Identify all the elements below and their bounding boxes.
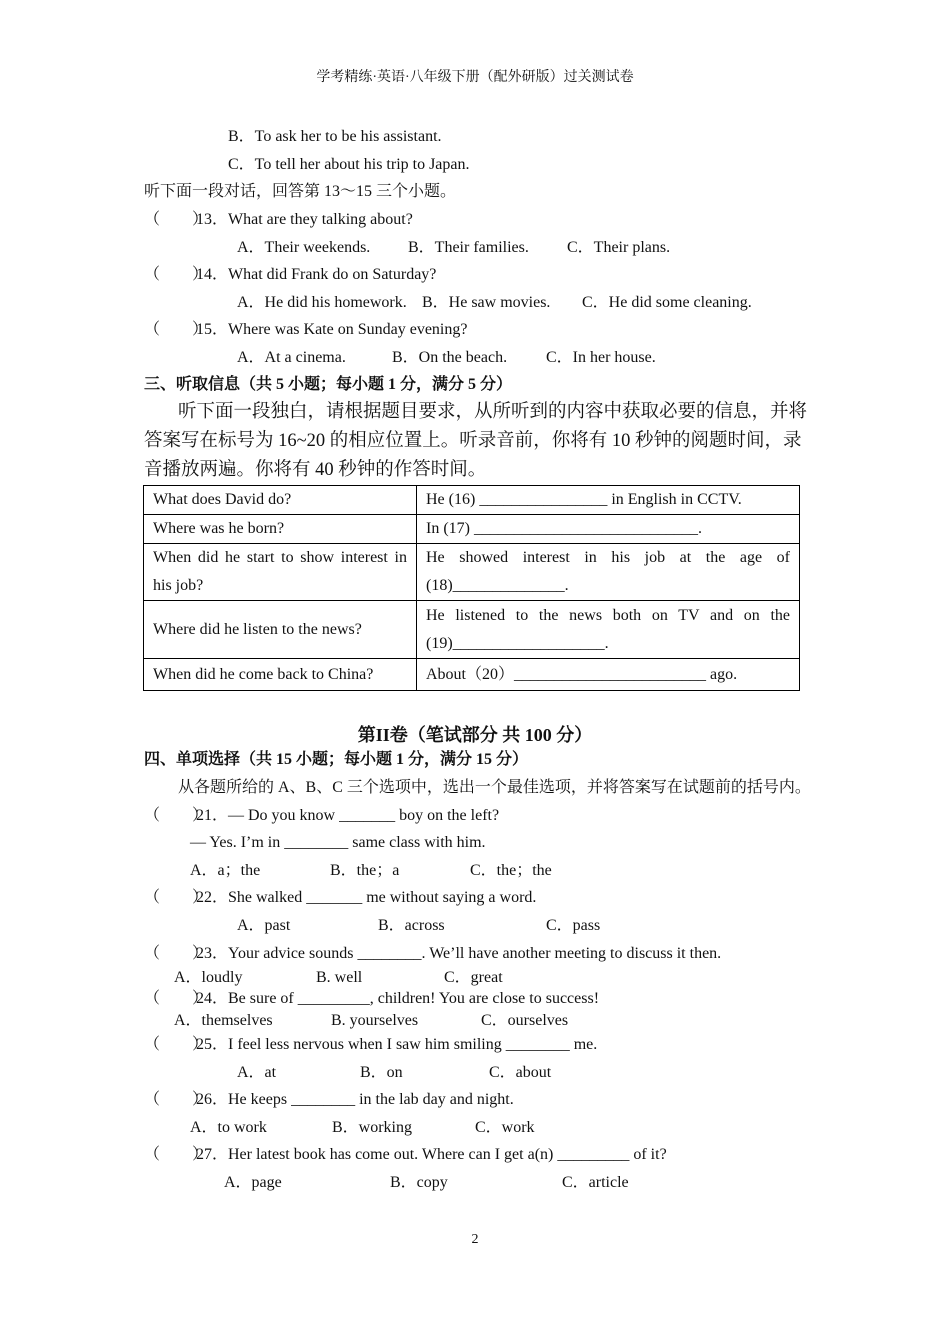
q12-option-b: B．To ask her to be his assistant. (228, 128, 442, 145)
q14-option-c: C．He did some cleaning. (582, 294, 752, 311)
table-question-cell: When did he come back to China? (144, 659, 417, 691)
q13-option-a: A．Their weekends. (237, 239, 371, 256)
question-24 (144, 989, 599, 1009)
section-3-paragraph-line-3: 音播放两遍。你将有 40 秒钟的作答时间。 (144, 460, 487, 480)
question-22 (144, 888, 536, 908)
question-15 (144, 320, 467, 340)
page-number: 2 (471, 1232, 479, 1247)
q12-option-c: C．To tell her about his trip to Japan. (228, 156, 470, 173)
q13-option-c: C．Their plans. (567, 239, 671, 256)
q26-option-c: C．work (475, 1119, 535, 1136)
instruction-13-15: 听下面一段对话，回答第 13～15 三个小题。 (144, 183, 457, 200)
listening-info-table (143, 485, 800, 691)
question-text: 22．She walked _______ me without saying a word. (196, 889, 537, 906)
cell-line: When did he start to show interest in (153, 549, 407, 566)
q15-option-a: A．At a cinema. (237, 349, 346, 366)
q22-option-c: C．pass (546, 917, 601, 934)
q27-option-a: A．page (224, 1174, 282, 1191)
q21-reply: — Yes. I’m in ________ same class with him. (190, 834, 486, 851)
table-answer-cell[interactable] (417, 544, 800, 601)
q23-option-a: A．loudly (174, 969, 243, 986)
q24-option-c: C．ourselves (481, 1012, 569, 1029)
section-4-instruction: 从各题所给的 A、B、C 三个选项中，选出一个最佳选项，并将答案写在试题前的括号内。 (178, 779, 811, 796)
q27-option-c: C．article (562, 1174, 629, 1191)
question-21 (144, 806, 499, 826)
answer-paren[interactable]: （ ） (144, 945, 209, 962)
table-answer-cell[interactable]: About（20）________________________ ago. (417, 659, 800, 691)
q27-option-b: B．copy (390, 1174, 448, 1191)
question-text: 15．Where was Kate on Sunday evening? (196, 321, 468, 338)
cell-line: (18)______________. (426, 577, 569, 594)
q25-option-b: B．on (360, 1064, 403, 1081)
table-question-cell: What does David do? (144, 486, 417, 515)
question-text: 13．What are they talking about? (196, 211, 413, 228)
question-14 (144, 265, 436, 285)
q24-option-a: A．themselves (174, 1012, 273, 1029)
table-question-cell: Where was he born? (144, 515, 417, 544)
answer-paren[interactable]: （ ） (144, 266, 209, 283)
answer-paren[interactable]: （ ） (144, 889, 209, 906)
q22-option-b: B．across (378, 917, 445, 934)
answer-paren[interactable]: （ ） (144, 1036, 209, 1053)
answer-paren[interactable]: （ ） (144, 1091, 209, 1108)
q21-option-a: A．a；the (190, 862, 261, 879)
q26-option-a: A．to work (190, 1119, 267, 1136)
section-3-paragraph-line-1: 听下面一段独白，请根据题目要求，从所听到的内容中获取必要的信息，并将 (178, 402, 808, 422)
answer-paren[interactable]: （ ） (144, 211, 209, 228)
table-question-cell: Where did he listen to the news? (144, 601, 417, 659)
question-text: 14．What did Frank do on Saturday? (196, 266, 437, 283)
q25-option-a: A．at (237, 1064, 277, 1081)
part-2-title: 第II卷（笔试部分 共 100 分） (357, 725, 593, 745)
question-27 (144, 1145, 667, 1165)
cell-line: his job? (153, 577, 204, 594)
table-question-cell (144, 544, 417, 601)
section-3-paragraph-line-2: 答案写在标号为 16~20 的相应位置上。听录音前，你将有 10 秒钟的阅题时间，录 (144, 431, 802, 451)
q15-option-c: C．In her house. (546, 349, 656, 366)
q14-option-b: B．He saw movies. (422, 294, 551, 311)
q22-option-a: A．past (237, 917, 291, 934)
section-4-title: 四、单项选择（共 15 小题；每小题 1 分，满分 15 分） (144, 751, 529, 768)
answer-paren[interactable]: （ ） (144, 1146, 209, 1163)
question-text: 27．Her latest book has come out. Where can I get a(n) _________ of it? (196, 1146, 667, 1163)
page-header: 学考精练·英语·八年级下册（配外研版）过关测试卷 (316, 70, 634, 85)
q23-option-b: B. well (316, 969, 363, 986)
q26-option-b: B．working (332, 1119, 413, 1136)
answer-paren[interactable]: （ ） (144, 990, 209, 1007)
q15-option-b: B．On the beach. (392, 349, 508, 366)
question-text: 26．He keeps ________ in the lab day and night. (196, 1091, 514, 1108)
table-row (144, 544, 800, 601)
q13-option-b: B．Their families. (408, 239, 529, 256)
question-13 (144, 210, 413, 230)
q24-option-b: B. yourselves (331, 1012, 419, 1029)
question-26 (144, 1090, 514, 1110)
answer-paren[interactable]: （ ） (144, 807, 209, 824)
question-23 (144, 944, 721, 964)
cell-line: He showed interest in his job at the age of (426, 549, 790, 566)
table-row (144, 486, 800, 515)
table-answer-cell[interactable]: He (16) ________________ in English in CCTV. (417, 486, 800, 515)
section-3-title: 三、听取信息（共 5 小题；每小题 1 分，满分 5 分） (144, 376, 513, 393)
table-answer-cell[interactable] (417, 601, 800, 659)
cell-line: (19)___________________. (426, 634, 609, 652)
table-answer-cell[interactable]: In (17) ____________________________. (417, 515, 800, 544)
answer-paren[interactable]: （ ） (144, 321, 209, 338)
question-25 (144, 1035, 597, 1055)
question-text: 24．Be sure of _________, children! You are close to success! (196, 990, 600, 1007)
q21-option-b: B．the；a (330, 862, 400, 879)
table-row (144, 659, 800, 691)
q25-option-c: C．about (489, 1064, 552, 1081)
q23-option-c: C．great (444, 969, 503, 986)
question-text: 25．I feel less nervous when I saw him smiling ________ me. (196, 1036, 598, 1053)
table-row (144, 601, 800, 659)
table-row (144, 515, 800, 544)
question-text: 21．— Do you know _______ boy on the left? (196, 807, 500, 824)
q14-option-a: A．He did his homework. (237, 294, 407, 311)
cell-line: He listened to the news both on TV and on the (426, 606, 790, 624)
q21-option-c: C．the；the (470, 862, 552, 879)
question-text: 23．Your advice sounds ________. We’ll have another meeting to discuss it then. (196, 945, 722, 962)
